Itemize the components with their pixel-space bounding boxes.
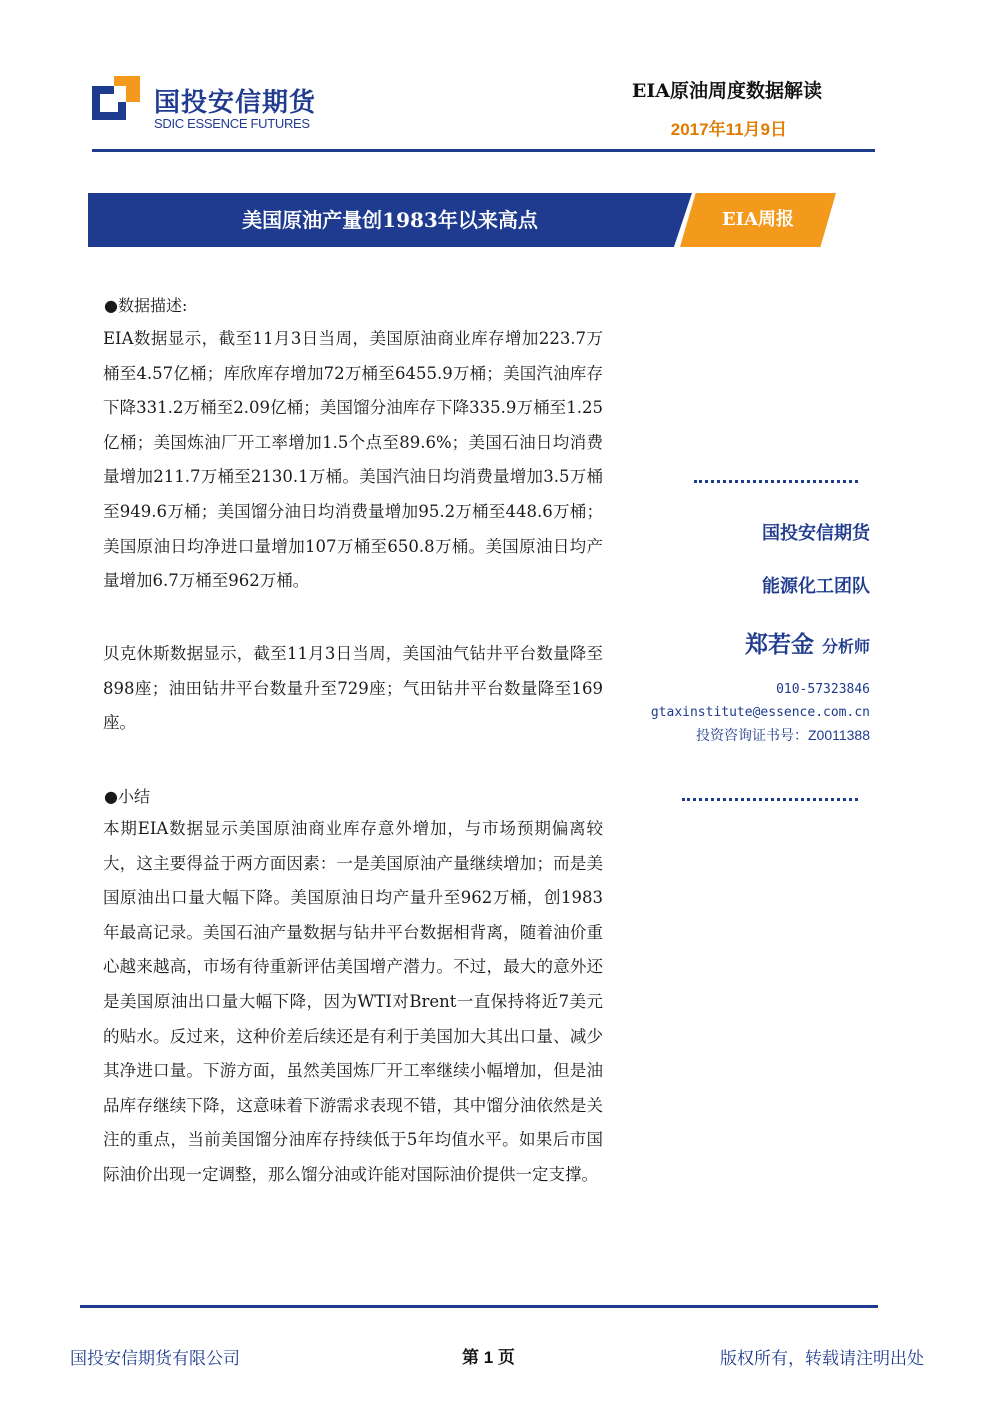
header-divider (92, 149, 875, 152)
sidebar-divider-bottom (682, 798, 858, 801)
footer-divider (80, 1305, 878, 1308)
report-tag: EIA周报 (721, 209, 795, 230)
sidebar-team: 能源化工团队 (762, 576, 870, 596)
logo-text-en: SDIC ESSENCE FUTURES (154, 116, 310, 131)
document-date: 2017年11月9日 (670, 120, 787, 139)
logo-text-cn: 国投安信期货 (154, 87, 317, 117)
footer-copyright: 版权所有，转载请注明出处 (720, 1349, 924, 1368)
data-description-paragraph: EIA数据显示，截至11月3日当周，美国原油商业库存增加223.7万桶至4.57亿桶；库欣库存增加72万桶至6455.9万桶；美国汽油库存下降331.2万桶至2.09亿桶；美国馏分油库存下降335.9万桶至1.25亿桶；美国炼油厂开工率增加1.5个点至89.6%；美国石油日均消费量增加211.7万桶至2130.1万桶。美国汽油日均消费量增加3.5万桶至949.6万桶；美国馏分油日均消费量增加95.2万桶至448.6万桶；美国原油日均净进口量增加107万桶至650.8万桶。美国原油日均产量增加6.7万桶至962万桶。 (103, 329, 603, 591)
summary-heading: ●小结 (104, 787, 150, 806)
data-description-heading: ●数据描述: (104, 296, 188, 315)
analyst-name: 郑若金 (744, 631, 814, 657)
analyst-info (745, 626, 870, 659)
sidebar-company: 国投安信期货 (762, 523, 870, 543)
logo-mark-icon (92, 76, 140, 130)
footer-company: 国投安信期货有限公司 (70, 1349, 240, 1368)
page-number: 第 1 页 (462, 1348, 515, 1367)
company-logo (92, 76, 332, 136)
analyst-role: 分析师 (821, 639, 870, 656)
document-type: EIA原油周度数据解读 (631, 80, 822, 102)
rig-count-paragraph: 贝克休斯数据显示，截至11月3日当周，美国油气钻井平台数量降至898座；油田钻井平台数量升至729座；气田钻井平台数量降至169座。 (103, 644, 603, 733)
analyst-certificate: 投资咨询证书号：Z0011388 (695, 727, 870, 743)
analyst-email[interactable]: gtaxinstitute@essence.com.cn (650, 705, 870, 720)
report-title: 美国原油产量创1983年以来高点 (242, 208, 538, 232)
summary-paragraph: 本期EIA数据显示美国原油商业库存意外增加，与市场预期偏离较大，这主要得益于两方面因素：一是美国原油产量继续增加；而是美国原油出口量大幅下降。美国原油日均产量升至962万桶，创1983年最高记录。美国石油产量数据与钻井平台数据相背离，随着油价重心越来越高，市场有待重新评估美国增产潜力。不过，最大的意外还是美国原油出口量大幅下降，因为WTI对Brent一直保持将近7美元的贴水。反过来，这种价差后续还是有利于美国加大其出口量、减少其净进口量。下游方面，虽然美国炼厂开工率继续小幅增加，但是油品库存继续下降，这意味着下游需求表现不错，其中馏分油依然是关注的重点，当前美国馏分油库存持续低于5年均值水平。如果后市国际油价出现一定调整，那么馏分油或许能对国际油价提供一定支撑。 (103, 819, 603, 1184)
analyst-phone: 010-57323846 (776, 682, 870, 697)
sidebar-divider-top (694, 480, 858, 483)
